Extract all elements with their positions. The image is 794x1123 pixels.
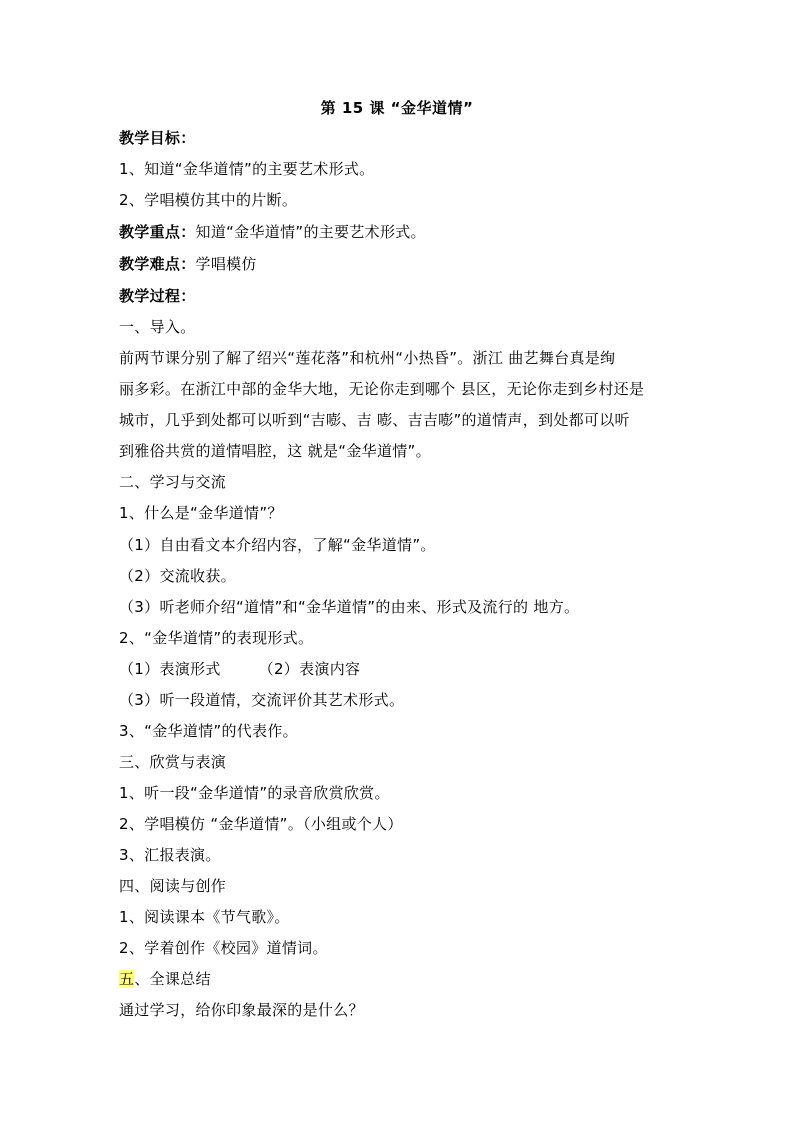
section-2-item-1c: （3）听老师介绍“道情”和“金华道情”的由来、形式及流行的 地方。 bbox=[119, 598, 580, 616]
section-2-item-2-forms bbox=[119, 659, 360, 679]
section-4-title: 四、阅读与创作 bbox=[119, 877, 227, 895]
section-2-item-2: 2、“金华道情”的表现形式。 bbox=[119, 629, 314, 647]
section-3-item-2: 2、学唱模仿 “金华道情”。（小组或个人） bbox=[119, 815, 403, 833]
section-2-item-1: 1、什么是“金华道情”？ bbox=[119, 504, 283, 522]
section-2-item-1a: （1）自由看文本介绍内容，了解“金华道情”。 bbox=[119, 536, 436, 554]
section-2-title: 二、学习与交流 bbox=[119, 473, 227, 491]
goal-item-2: 2、学唱模仿其中的片断。 bbox=[119, 191, 298, 209]
section-5-question: 通过学习，给你印象最深的是什么？ bbox=[119, 1001, 364, 1019]
section-3-title: 三、欣赏与表演 bbox=[119, 753, 227, 771]
section-5-number-highlight: 五 bbox=[119, 970, 135, 988]
lesson-title: 第 15 课 “金华道情” bbox=[320, 99, 474, 117]
section-2-item-2b: （2）表演内容 bbox=[258, 660, 361, 678]
section-1-title: 一、导入。 bbox=[119, 318, 196, 336]
intro-paragraph-line-4: 到雅俗共赏的道情唱腔，这 就是“金华道情”。 bbox=[119, 442, 431, 460]
section-2-item-2a: （1）表演形式 bbox=[119, 660, 221, 678]
intro-paragraph-line-2: 丽多彩。在浙江中部的金华大地，无论你走到哪个 县区，无论你走到乡村还是 bbox=[119, 380, 645, 398]
goal-item-1: 1、知道“金华道情”的主要艺术形式。 bbox=[119, 160, 375, 178]
goals-heading: 教学目标： bbox=[119, 129, 196, 147]
section-5-title-text: 、全课总结 bbox=[134, 970, 211, 988]
section-3-item-3: 3、汇报表演。 bbox=[119, 846, 221, 864]
difficulty-text: 学唱模仿 bbox=[195, 255, 257, 273]
difficulty-line bbox=[119, 254, 257, 274]
section-4-item-2: 2、学着创作《校园》道情词。 bbox=[119, 939, 328, 957]
difficulty-label: 教学难点： bbox=[119, 255, 196, 273]
focus-text: 知道“金华道情”的主要艺术形式。 bbox=[195, 223, 426, 241]
section-2-item-1b: （2）交流收获。 bbox=[119, 567, 236, 585]
section-2-item-3: 3、“金华道情”的代表作。 bbox=[119, 722, 298, 740]
focus-line bbox=[119, 222, 426, 242]
process-heading: 教学过程： bbox=[119, 287, 196, 305]
intro-paragraph-line-3: 城市，几乎到处都可以听到“吉嘭、吉 嘭、吉吉嘭”的道情声，到处都可以听 bbox=[119, 411, 630, 429]
section-2-item-2c: （3）听一段道情，交流评价其艺术形式。 bbox=[119, 691, 405, 709]
focus-label: 教学重点： bbox=[119, 223, 196, 241]
intro-paragraph-line-1: 前两节课分别了解了绍兴“莲花落”和杭州“小热昏”。浙江 曲艺舞台真是绚 bbox=[119, 349, 616, 367]
section-5-title bbox=[119, 969, 211, 989]
section-3-item-1: 1、听一段“金华道情”的录音欣赏欣赏。 bbox=[119, 784, 390, 802]
section-4-item-1: 1、阅读课本《节气歌》。 bbox=[119, 908, 290, 926]
